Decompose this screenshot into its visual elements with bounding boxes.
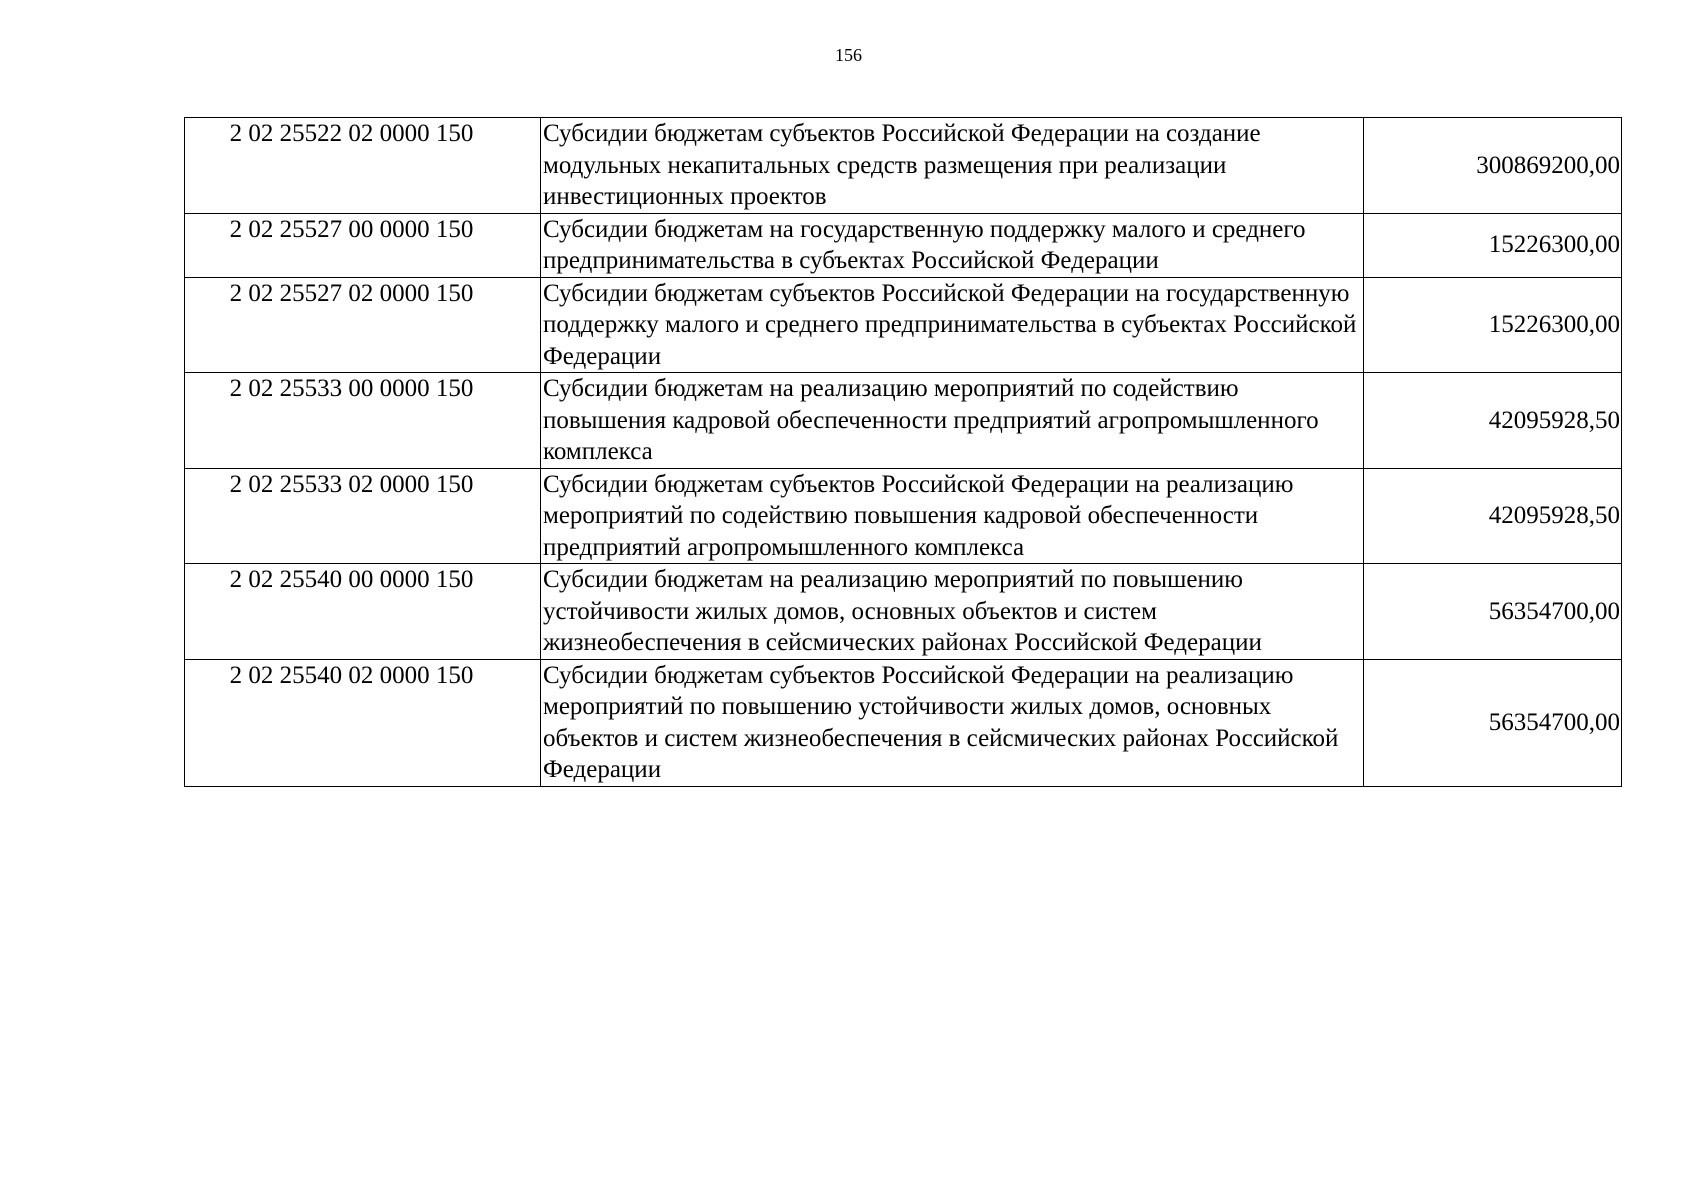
budget-code: 2 02 25527 02 0000 150	[185, 277, 541, 373]
row-description: Субсидии бюджетам субъектов Российской Федерации на создание модульных некапитальных средств размещения при реализации инвестиционных проектов	[541, 118, 1364, 214]
table-row	[185, 468, 1622, 564]
budget-code: 2 02 25540 00 0000 150	[185, 564, 541, 660]
budget-code: 2 02 25540 02 0000 150	[185, 659, 541, 786]
row-amount: 15226300,00	[1364, 277, 1622, 373]
table-row	[185, 659, 1622, 786]
row-amount: 15226300,00	[1364, 213, 1622, 277]
budget-code: 2 02 25522 02 0000 150	[185, 118, 541, 214]
table-row	[185, 564, 1622, 660]
budget-code: 2 02 25533 00 0000 150	[185, 373, 541, 469]
table-row	[185, 213, 1622, 277]
row-description: Субсидии бюджетам субъектов Российской Федерации на государственную поддержку малого и среднего предпринимательства в субъектах Российской Федерации	[541, 277, 1364, 373]
row-description: Субсидии бюджетам на реализацию мероприятий по повышению устойчивости жилых домов, основных объектов и систем жизнеобеспечения в сейсмических районах Российской Федерации	[541, 564, 1364, 660]
row-amount: 56354700,00	[1364, 659, 1622, 786]
budget-code: 2 02 25527 00 0000 150	[185, 213, 541, 277]
row-amount: 42095928,50	[1364, 373, 1622, 469]
budget-table	[184, 117, 1622, 787]
page-number: 156	[835, 45, 862, 65]
row-amount: 42095928,50	[1364, 468, 1622, 564]
row-description: Субсидии бюджетам на реализацию мероприятий по содействию повышения кадровой обеспеченности предприятий агропромышленного комплекса	[541, 373, 1364, 469]
table-row	[185, 277, 1622, 373]
table-row	[185, 118, 1622, 214]
row-amount: 300869200,00	[1364, 118, 1622, 214]
table-row	[185, 373, 1622, 469]
row-description: Субсидии бюджетам субъектов Российской Федерации на реализацию мероприятий по повышению устойчивости жилых домов, основных объектов и систем жизнеобеспечения в сейсмических районах Российской Федерации	[541, 659, 1364, 786]
row-description: Субсидии бюджетам на государственную поддержку малого и среднего предпринимательства в субъектах Российской Федерации	[541, 213, 1364, 277]
budget-code: 2 02 25533 02 0000 150	[185, 468, 541, 564]
row-amount: 56354700,00	[1364, 564, 1622, 660]
row-description: Субсидии бюджетам субъектов Российской Федерации на реализацию мероприятий по содействию повышения кадровой обеспеченности предприятий агропромышленного комплекса	[541, 468, 1364, 564]
